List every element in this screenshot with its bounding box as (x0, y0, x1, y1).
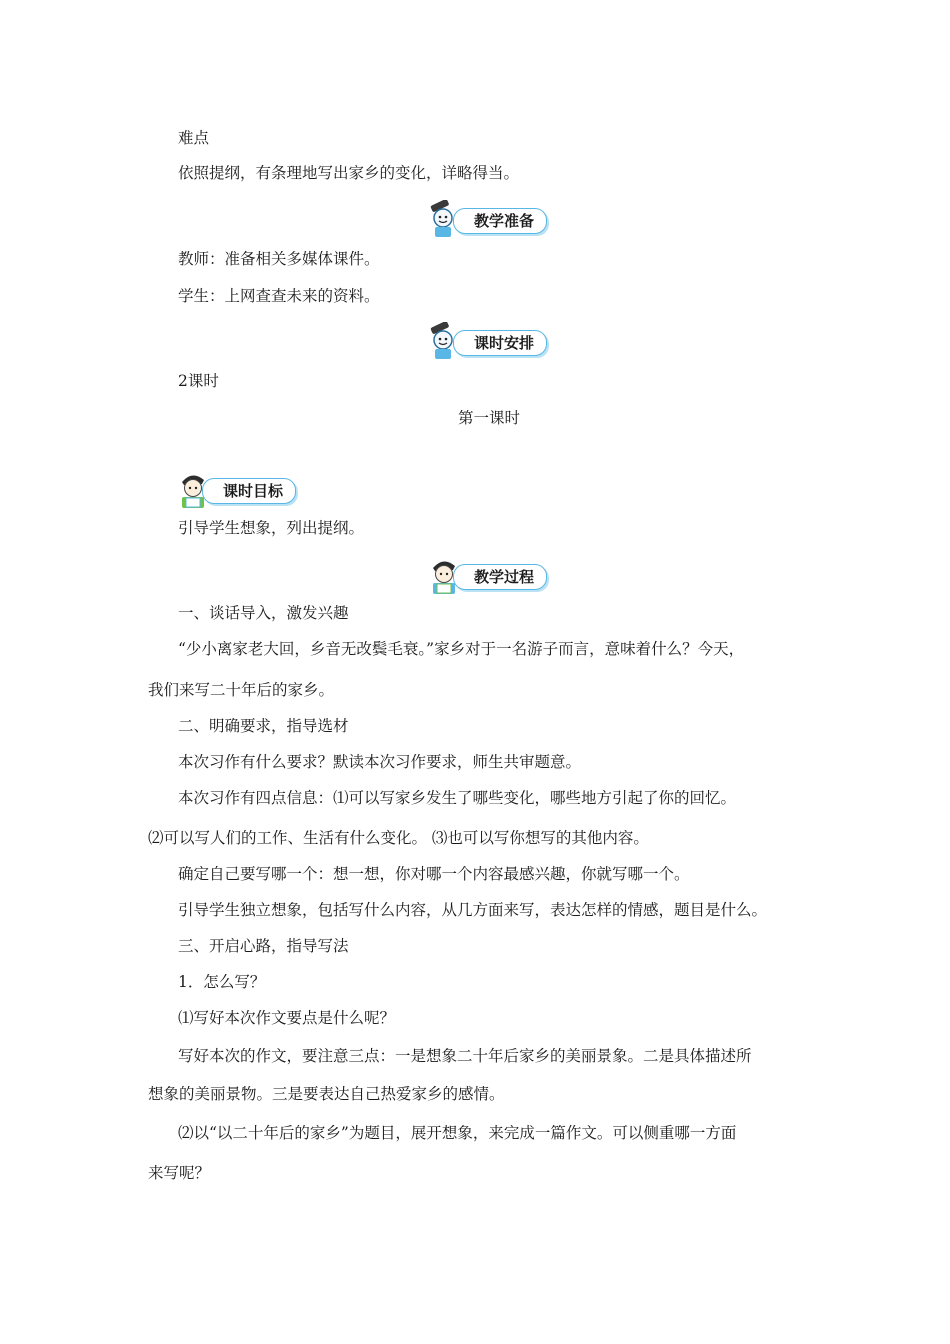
paragraph-4: 确定自己要写哪一个：想一想，你对哪一个内容最感兴趣，你就写哪一个。 (178, 865, 690, 883)
teacher-prep-text: 教师：准备相关多媒体课件。 (178, 250, 380, 268)
question-1: 1．怎么写？ (178, 973, 266, 991)
question-1a: ⑴写好本次作文要点是什么呢？ (178, 1009, 396, 1027)
difficulty-text: 依照提纲，有条理地写出家乡的变化，详略得当。 (178, 164, 520, 182)
student-prep-text: 学生：上网查查未来的资料。 (178, 287, 380, 305)
paragraph-1-line-2: 我们来写二十年后的家乡。 (148, 681, 335, 699)
badge-label: 课时安排 (453, 330, 547, 356)
cartoon-student-icon (176, 470, 216, 510)
paragraph-7-line-1: ⑵以“以二十年后的家乡”为题目，展开想象，来完成一篇作文。可以侧重哪一方面 (178, 1124, 737, 1142)
first-lesson-title: 第一课时 (458, 409, 521, 427)
step3-heading: 三、开启心路，指导写法 (178, 937, 349, 955)
paragraph-1-line-1: “少小离家老大回，乡音无改鬓毛衰。”家乡对于一名游子而言，意味着什么？今天， (178, 640, 745, 658)
hours-text: 2课时 (178, 372, 219, 390)
badge-label: 教学过程 (453, 564, 547, 590)
lesson-goal-badge (176, 470, 311, 506)
paragraph-3-line-1: 本次习作有四点信息：⑴可以写家乡发生了哪些变化，哪些地方引起了你的回忆。 (178, 789, 737, 807)
paragraph-7-line-2: 来写呢？ (148, 1164, 211, 1182)
difficulty-heading: 难点 (178, 129, 210, 147)
step2-heading: 二、明确要求，指导选材 (178, 717, 349, 735)
goal-text: 引导学生想象，列出提纲。 (178, 519, 365, 537)
cartoon-mascot-icon (427, 200, 467, 240)
badge-label: 教学准备 (453, 208, 547, 234)
teaching-process-badge (427, 556, 562, 592)
paragraph-5: 引导学生独立想象，包括写什么内容，从几方面来写，表达怎样的情感，题目是什么。 (178, 901, 768, 919)
paragraph-6-line-2: 想象的美丽景物。三是要表达自己热爱家乡的感情。 (148, 1085, 505, 1103)
step1-heading: 一、谈话导入，激发兴趣 (178, 604, 349, 622)
cartoon-student-icon (427, 556, 467, 596)
schedule-badge (427, 322, 562, 358)
paragraph-2: 本次习作有什么要求？默读本次习作要求，师生共审题意。 (178, 753, 582, 771)
paragraph-3-line-2: ⑵可以写人们的工作、生活有什么变化。 ⑶也可以写你想写的其他内容。 (148, 829, 649, 847)
badge-label: 课时目标 (202, 478, 296, 504)
teaching-prep-badge (427, 200, 562, 236)
paragraph-6-line-1: 写好本次的作文，要注意三点：一是想象二十年后家乡的美丽景象。二是具体描述所 (178, 1047, 752, 1065)
cartoon-mascot-icon (427, 322, 467, 362)
